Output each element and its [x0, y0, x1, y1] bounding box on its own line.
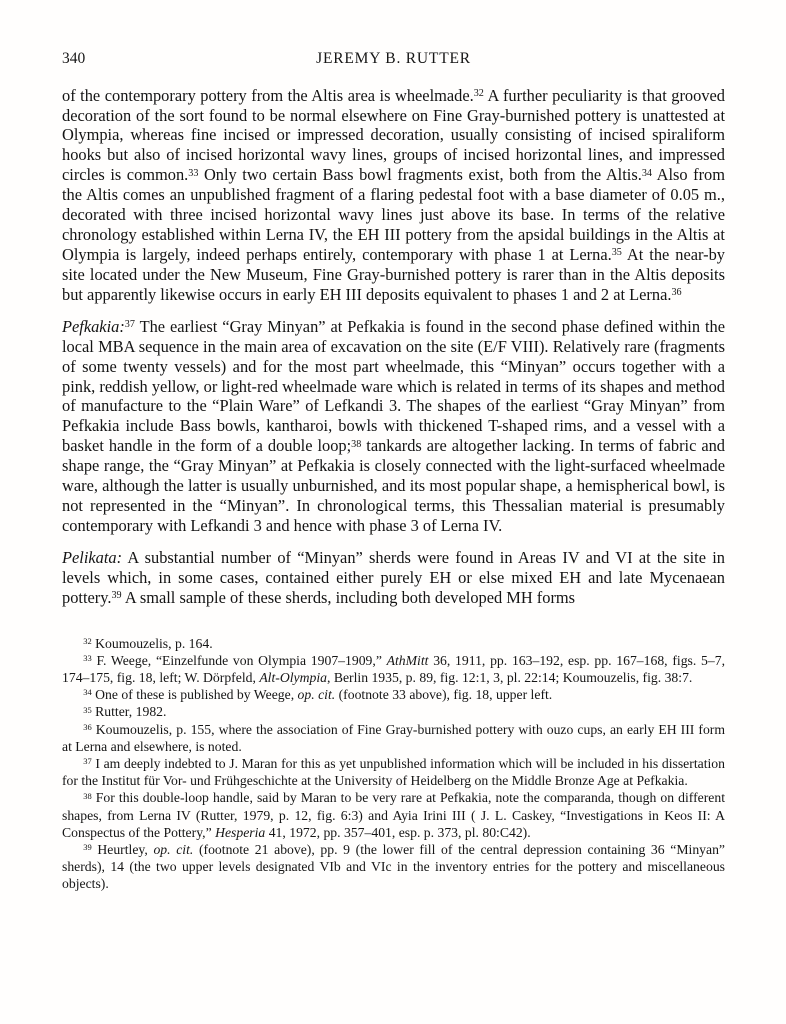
- footnote: [62, 652, 725, 686]
- text-run: op. cit.: [153, 841, 194, 857]
- text-run: I am deeply indebted to J. Maran for this as yet unpublished information which will be included in his dissertation for the Institut für Vor- und Frühgeschichte at the University of Heidelberg on the Middle Bronze Age at Pefkakia.: [62, 755, 725, 789]
- footnote-ref: 39: [83, 842, 92, 853]
- text-run: of the contemporary pottery from the Altis area is wheelmade.: [62, 85, 474, 105]
- footnote-ref: 35: [83, 704, 92, 715]
- text-run: At the near-by site located under the New Museum, Fine Gray-burnished pottery is rarer than in the Altis deposits but apparently likewise occurs in early EH III deposits equivalent to phases 1 and 2 at Lerna.: [62, 244, 726, 304]
- text-run: tankards are altogether lacking. In terms of fabric and shape range, the “Gray Minyan” at Pefkakia is closely connected with the light-surfaced wheelmade ware, although the latter is usually unburnished, and its most popular shape, a hemispherical bowl, is not represented in the “Minyan”. In chronological terms, this Thessalian material is presumably contemporary with Lefkandi 3 and hence with phase 3 of Lerna IV.: [62, 436, 726, 535]
- footnotes-section: [62, 635, 725, 893]
- footnote: [62, 703, 725, 720]
- footnote-ref: 39: [111, 590, 122, 602]
- footnote-ref: 33: [188, 167, 199, 179]
- footnote: [62, 635, 725, 652]
- footnote-ref: 36: [83, 721, 92, 732]
- text-run: Heurtley,: [91, 841, 154, 857]
- text-run: Pelikata:: [62, 547, 123, 567]
- text-run: Pefkakia:: [62, 316, 125, 336]
- footnote-ref: 38: [83, 790, 92, 801]
- footnote-ref: 33: [83, 653, 92, 664]
- text-run: F. Weege, “Einzelfunde von Olympia 1907–1909,”: [91, 652, 387, 668]
- text-run: Also from the Altis comes an unpublished fragment of a flaring pedestal foot with a base diameter of 0.05 m., decorated with three incised horizontal wavy lines just above its base. In terms of the relative chronology established within Lerna IV, the EH III pottery from the apsidal buildings in the Altis at Olympia is largely, indeed perhaps entirely, contemporary with phase 1 at Lerna.: [62, 165, 725, 264]
- text-run: Alt-Olympia: [259, 670, 327, 686]
- text-run: op. cit.: [297, 687, 336, 703]
- body-paragraph: [62, 317, 725, 536]
- body-paragraph: [62, 548, 725, 608]
- text-run: For this double-loop handle, said by Maran to be very rare at Pefkakia, note the comparanda, though on different shapes, from Lerna IV (Rutter, 1979, p. 12, fig. 6:3) and Ayia Irini III ( J. L. Caskey, “Investigations in Keos II: A Conspectus of the Pottery,”: [62, 790, 725, 840]
- footnote: [62, 755, 725, 789]
- footnote-ref: 34: [83, 687, 92, 698]
- footnote-ref: 36: [671, 287, 682, 299]
- text-run: (footnote 33 above), fig. 18, upper left.: [335, 687, 553, 703]
- footnote-ref: 35: [611, 247, 622, 259]
- text-run: Rutter, 1982.: [91, 704, 167, 720]
- footnote: [62, 686, 725, 703]
- text-run: The earliest “Gray Minyan” at Pefkakia is found in the second phase defined within the local MBA sequence in the main area of excavation on the site (E/F VIII). Relatively rare (fragments of some twenty vessels) and for the most part wheelmade, this “Minyan” occurs together with a pink, reddish yellow, or light-red wheelmade ware which is related in terms of its shapes and method of manufacture to the “Plain Ware” of Lefkandi 3. The shapes of the earliest “Gray Minyan” from Pefkakia include Bass bowls, kantharoi, bowls with thickened T-shaped rims, and a vessel with a basket handle in the form of a double loop;: [62, 316, 725, 456]
- text-run: 36, 1911, pp. 163–192, esp. pp. 167–168, figs. 5–7, 174–175, fig. 18, left; W. Dörpfeld,: [62, 652, 725, 686]
- text-run: 41, 1972, pp. 357–401, esp. p. 373, pl. 80:C42).: [265, 824, 531, 840]
- text-run: A small sample of these sherds, including both developed MH forms: [121, 587, 576, 607]
- text-run: A further peculiarity is that grooved decoration of the sort found to be normal elsewhere on Fine Gray-burnished pottery is unattested at Olympia, whereas fine incised or impressed decoration, usually consisting of incised spiraliform hooks but also of incised horizontal wavy lines, groups of incised horizontal lines, and impressed circles is common.: [62, 85, 725, 185]
- footnote: [62, 789, 725, 841]
- text-run: One of these is published by Weege,: [91, 687, 298, 703]
- page-number: 340: [62, 50, 86, 67]
- footnote-ref: 34: [641, 167, 652, 179]
- page-header: [62, 50, 725, 69]
- footnote-ref: 32: [83, 635, 92, 646]
- text-run: A substantial number of “Minyan” sherds were found in Areas IV and VI at the site in levels which, in some cases, contained either purely EH or else mixed EH and late Mycenaean pottery.: [62, 547, 725, 607]
- footnote-ref: 37: [124, 319, 135, 331]
- footnote: [62, 721, 725, 755]
- text-run: , Berlin 1935, p. 89, fig. 12:1, 3, pl. 22:14; Koumouzelis, fig. 38:7.: [326, 670, 693, 686]
- text-run: Koumouzelis, p. 155, where the association of Fine Gray-burnished pottery with ouzo cups, an early EH III form at Lerna and elsewhere, is noted.: [62, 721, 725, 754]
- footnote-ref: 32: [473, 88, 484, 100]
- running-head: JEREMY B. RUTTER: [316, 50, 471, 67]
- text-run: (footnote 21 above), pp. 9 (the lower fill of the central depression containing 36 “Minyan” sherds), 14 (the two upper levels designated VIb and VIc in the inventory entries for the pottery and miscellaneous objects).: [62, 841, 726, 892]
- text-run: Only two certain Bass bowl fragments exist, both from the Altis.: [198, 165, 642, 185]
- article-body: [62, 86, 725, 608]
- text-run: AthMitt: [386, 652, 429, 668]
- footnote-ref: 37: [83, 756, 92, 767]
- footnote-ref: 38: [351, 438, 362, 450]
- text-run: Hesperia: [215, 824, 266, 840]
- body-paragraph: [62, 86, 725, 305]
- text-run: Koumouzelis, p. 164.: [91, 635, 213, 651]
- footnote: [62, 841, 725, 893]
